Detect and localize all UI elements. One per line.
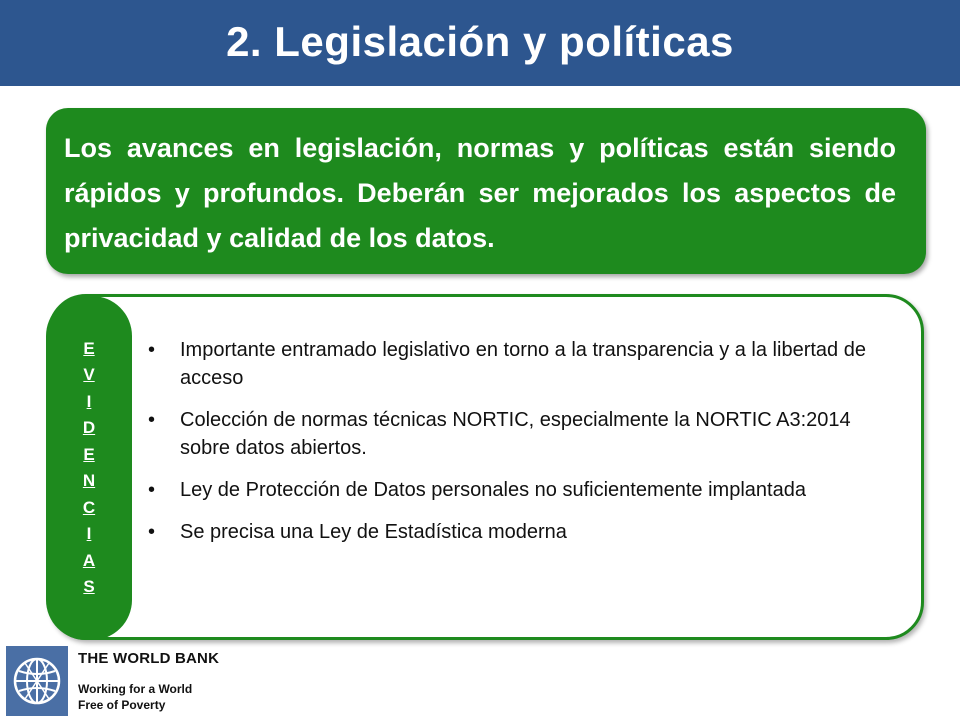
title-bar <box>0 0 960 86</box>
bullet-text: Se precisa una Ley de Estadística moderna <box>180 521 567 543</box>
list-item <box>146 518 906 546</box>
evidence-letter: I <box>86 391 92 411</box>
bullet-icon: • <box>148 339 156 361</box>
evidence-letter: E <box>83 338 95 358</box>
world-bank-globe-icon <box>6 646 68 716</box>
evidence-bullet-list <box>146 336 906 560</box>
globe-icon <box>9 649 65 713</box>
evidence-letter: S <box>83 577 95 596</box>
evidence-letter: C <box>82 497 96 517</box>
bullet-icon: • <box>148 521 156 543</box>
evidence-letter: N <box>82 471 96 490</box>
summary-text: Los avances en legislación, normas y políticas están siendo rápidos y profundos. Deberán ser mejorados los aspectos de privacidad y calidad de los datos. <box>64 133 896 253</box>
org-name: THE WORLD BANK <box>78 650 220 667</box>
bullet-text: Importante entramado legislativo en torno a la transparencia y a la libertad de acceso <box>180 339 866 389</box>
evidence-letter: E <box>83 444 95 464</box>
org-tagline <box>78 681 192 713</box>
evidence-letter: D <box>82 418 96 437</box>
tagline-line: Working for a World <box>78 682 193 696</box>
list-item <box>146 406 906 462</box>
page-title: 2. Legislación y políticas <box>226 18 734 65</box>
summary-box <box>46 108 926 274</box>
bullet-icon: • <box>148 479 156 501</box>
evidence-letter: I <box>86 524 92 543</box>
evidence-vertical-label <box>46 296 132 640</box>
list-item <box>146 336 906 392</box>
bullet-text: Ley de Protección de Datos personales no suficientemente implantada <box>180 479 806 501</box>
tagline-line: Free of Poverty <box>78 698 166 712</box>
evidence-letter: A <box>82 550 96 570</box>
list-item <box>146 476 906 504</box>
bullet-icon: • <box>148 409 156 431</box>
bullet-text: Colección de normas técnicas NORTIC, especialmente la NORTIC A3:2014 sobre datos abiertos. <box>180 409 851 459</box>
evidence-letter: V <box>83 365 95 384</box>
